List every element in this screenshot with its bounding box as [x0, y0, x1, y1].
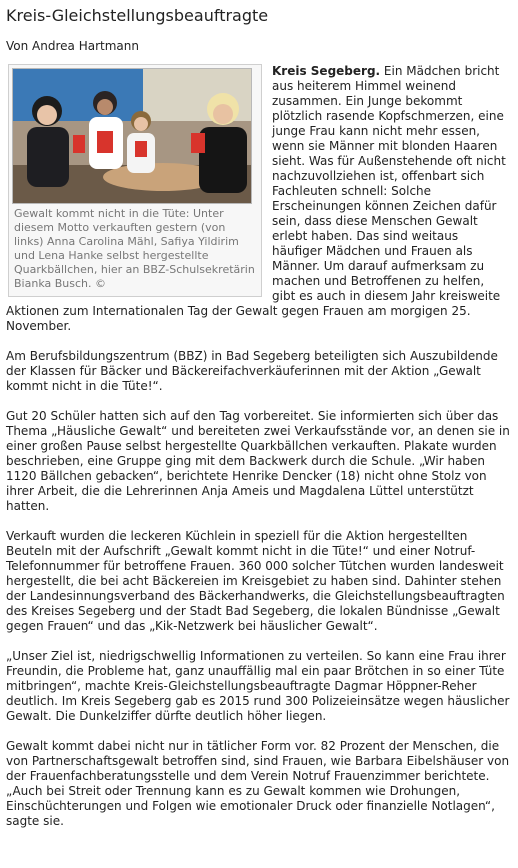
- paragraph-sale: Verkauft wurden die leckeren Küchlein in speziell für die Aktion hergestellten Beuteln mit der Aufschrift „Gewalt kommt nicht in die Tüte!“ und einer Notruf-Telefonnummer für betroffene Frauen. 360 000 solcher Tütchen wurden landesweit hergestellt, die bei acht Bäckereien im Kreisgebiet zu haben sind. Dahinter stehen der Landesinnungsverband des Bäckerhandwerks, die Gleichstellungsbeauftragten des Kreises Segeberg und der Stadt Bad Segeberg, die lokalen Bündnisse „Gewalt gegen Frauen“ und das „Kik-Netzwerk bei häuslicher Gewalt“.: [6, 529, 505, 633]
- photo-figure: [8, 64, 262, 297]
- paragraph-bbz: Am Berufsbildungszentrum (BBZ) in Bad Segeberg beteiligten sich Auszubildende der Klassen für Bäcker und Bäckereifachverkäuferinnen mit der Aktion „Gewalt kommt nicht in die Tüte!“.: [6, 349, 498, 393]
- photo-caption: Gewalt kommt nicht in die Tüte: Unter diesem Motto verkauften gestern (von links) Anna Carolina Mähl, Safiya Yildirim und Lena Hanke selbst hergestellte Quarkbällchen, hier an BBZ-Schulsekretärin Bianka Busch. ©: [14, 207, 255, 290]
- article-title: Kreis-Gleichstellungsbeauftragte: [6, 6, 269, 25]
- photo-illustration: [13, 69, 251, 203]
- paragraph-preparation: Gut 20 Schüler hatten sich auf den Tag vorbereitet. Sie informierten sich über das Thema „Häusliche Gewalt“ und bereiteten zwei Verkaufsstände vor, an denen sie in einer großen Pause selbst hergestellte Quarkbällchen verkauften. Plakate wurden beschrieben, eine Gruppe ging mit dem Backwerk durch die Schule. „Wir haben 1120 Bällchen gebacken“, berichtete Henrike Dencker (18) nicht ohne Stolz von ihrer Arbeit, die die Lehrerinnen Anja Ameis und Magdalena Lüttel unterstützt hatten.: [6, 409, 510, 513]
- paragraph-partnership-violence: Gewalt kommt dabei nicht nur in tätlicher Form vor. 82 Prozent der Menschen, die von Partnerschaftsgewalt betroffen sind, sind Frauen, wie Barbara Eibelshäuser von der Frauenfachberatungsstelle und dem Verein Notruf Frauenzimmer berichtete. „Auch bei Streit oder Trennung kann es zu Gewalt kommen wie Drohungen, Einschüchterungen und Folgen wie emotionaler Druck oder finanzielle Notlagen“, sagte sie.: [6, 739, 510, 828]
- byline: Von Andrea Hartmann: [6, 39, 139, 53]
- lead-location: Kreis Segeberg.: [272, 64, 381, 78]
- lead-text: Ein Mädchen bricht aus heiterem Himmel weinend zusammen. Ein Junge bekommt plötzlich rasende Kopfschmerzen, eine junge Frau kann nicht mehr essen, wenn sie Männer mit blonden Haaren sieht. Was für Außenstehende oft nicht nachzuvollziehen ist, offenbart sich Fachleuten schnell: Solche Erscheinungen können Zeichen dafür sein, dass diese Menschen Gewalt erlebt haben. Das sind weitaus häufiger Mädchen und Frauen als Männer. Um darauf aufmerksam zu machen und Betroffenen zu helfen, gibt es auch in diesem Jahr kreisweite Aktionen zum Internationalen Tag der Gewalt gegen Frauen am morgigen 25. November.: [6, 64, 506, 333]
- paragraph-quote-hoeppner: „Unser Ziel ist, niedrigschwellig Informationen zu verteilen. So kann eine Frau ihrer Freundin, die Probleme hat, ganz unauffällig mal ein paar Brötchen in so einer Tüte mitbringen“, machte Kreis-Gleichstellungsbeauftragte Dagmar Höppner-Reher deutlich. Im Kreis Segeberg gab es 2015 rund 300 Polizeieinsätze wegen häuslicher Gewalt. Die Dunkelziffer dürfte deutlich höher liegen.: [6, 649, 510, 723]
- article-photo[interactable]: [12, 68, 252, 204]
